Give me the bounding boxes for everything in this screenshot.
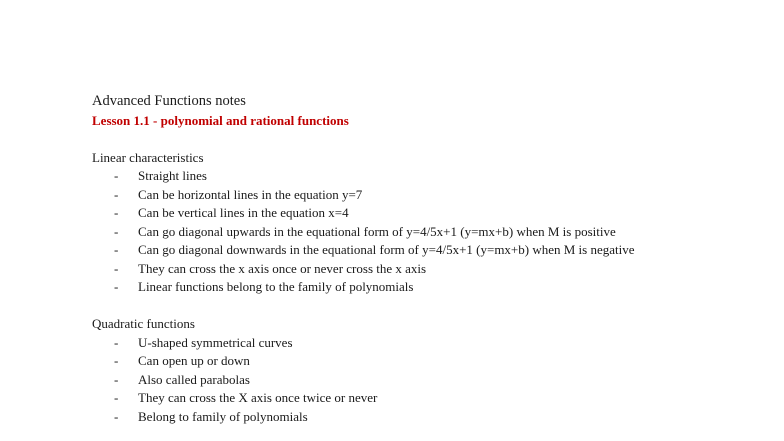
list-item-text: U-shaped symmetrical curves — [138, 334, 293, 350]
bullet-dash: - — [114, 260, 119, 276]
list-item — [92, 334, 772, 353]
list-item-text: Can go diagonal downwards in the equational form of y=4/5x+1 (y=mx+b) when M is negative — [138, 242, 635, 257]
list-item — [92, 352, 772, 371]
list-item — [92, 389, 772, 408]
bullet-dash: - — [114, 168, 119, 183]
list-item — [92, 278, 772, 297]
list-item-text: They can cross the x axis once or never cross the x axis — [138, 260, 427, 276]
list-item-text: Can go diagonal upwards in the equational form of y=4/5x+1 (y=mx+b) when M is positive — [138, 223, 616, 239]
list-item — [92, 204, 772, 223]
list-item-text: Can be vertical lines in the equation x=4 — [138, 205, 349, 220]
list-item — [92, 260, 772, 279]
bullet-dash: - — [114, 353, 119, 368]
bullet-dash: - — [114, 186, 119, 202]
bullet-dash: - — [114, 205, 119, 220]
section-heading: Quadratic functions — [92, 316, 195, 331]
section-quadratic — [92, 315, 772, 426]
bullet-dash: - — [114, 223, 119, 239]
document-title: Advanced Functions notes — [92, 93, 246, 109]
section-heading: Linear characteristics — [92, 149, 204, 165]
list-item — [92, 223, 772, 242]
bullet-dash: - — [114, 390, 119, 405]
list-item-text: Straight lines — [138, 168, 207, 183]
list-item — [92, 241, 772, 260]
bullet-dash: - — [114, 242, 119, 257]
lesson-heading: Lesson 1.1 - polynomial and rational functions — [92, 113, 349, 128]
bullet-list — [92, 334, 772, 427]
bullet-dash: - — [114, 408, 119, 424]
bullet-dash: - — [114, 371, 119, 387]
bullet-dash: - — [114, 334, 119, 350]
list-item — [92, 167, 772, 186]
list-item-text: Belong to family of polynomials — [138, 408, 308, 424]
blank-line — [92, 130, 772, 149]
list-item-text: Can open up or down — [138, 353, 250, 368]
document-page — [92, 92, 772, 426]
list-item-text: Can be horizontal lines in the equation y=7 — [138, 186, 363, 202]
list-item-text: Also called parabolas — [138, 371, 250, 387]
list-item — [92, 186, 772, 205]
bullet-list — [92, 167, 772, 297]
blank-line — [92, 297, 772, 316]
list-item-text: They can cross the X axis once twice or never — [138, 390, 378, 405]
list-item — [92, 408, 772, 427]
section-linear — [92, 149, 772, 297]
list-item-text: Linear functions belong to the family of polynomials — [138, 279, 414, 294]
bullet-dash: - — [114, 279, 119, 294]
list-item — [92, 371, 772, 390]
